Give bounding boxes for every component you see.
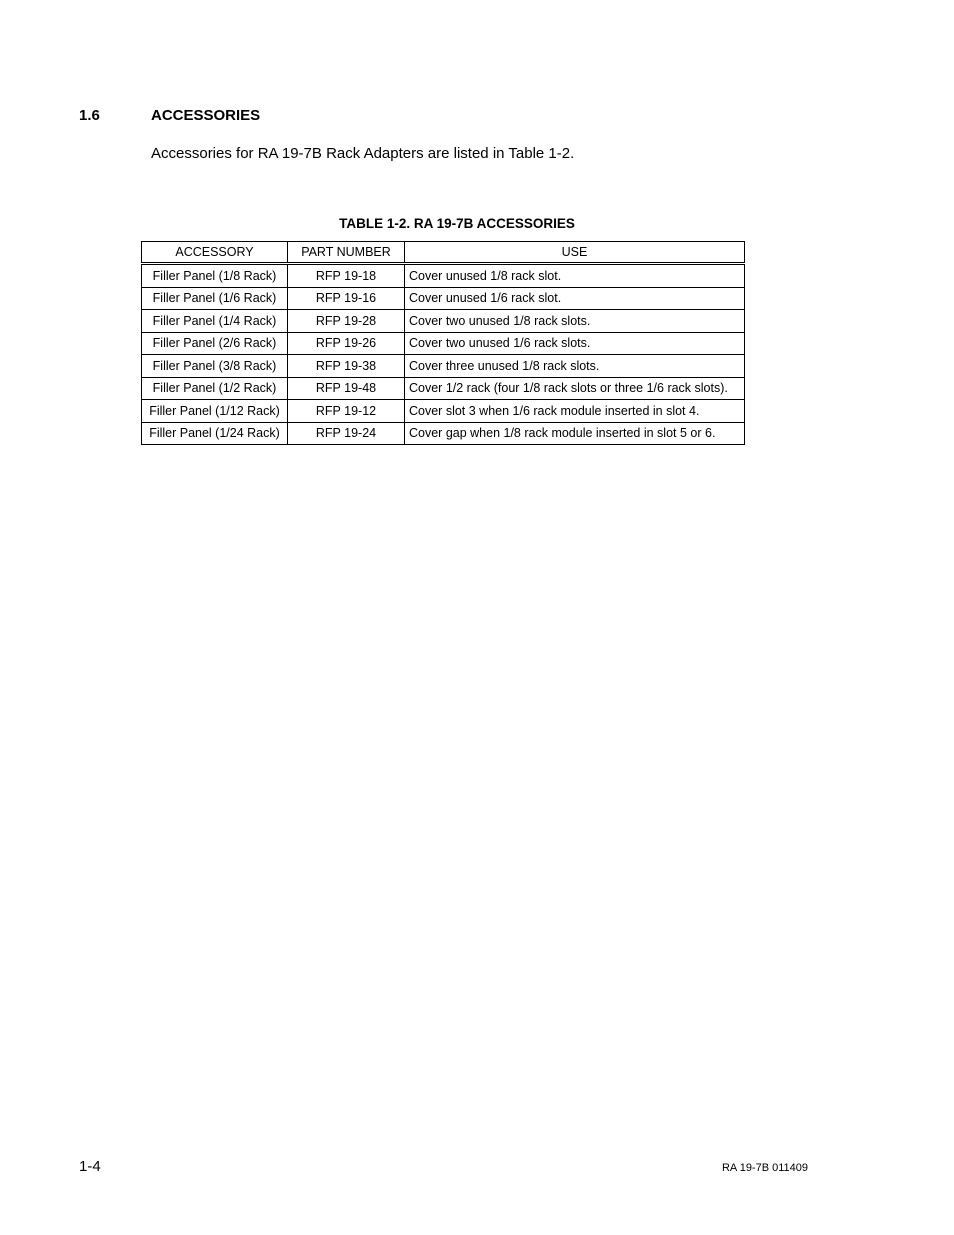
cell-part-number: RFP 19-12 xyxy=(288,400,405,423)
accessories-table xyxy=(141,241,745,445)
table-row xyxy=(142,355,745,378)
cell-use: Cover unused 1/8 rack slot. xyxy=(405,264,745,288)
cell-part-number: RFP 19-28 xyxy=(288,310,405,333)
table-header-row xyxy=(142,242,745,264)
page-number: 1-4 xyxy=(79,1158,101,1175)
cell-accessory: Filler Panel (1/6 Rack) xyxy=(142,287,288,310)
header-use: USE xyxy=(405,242,745,264)
cell-use: Cover slot 3 when 1/6 rack module inserted in slot 4. xyxy=(405,400,745,423)
cell-part-number: RFP 19-18 xyxy=(288,264,405,288)
cell-part-number: RFP 19-26 xyxy=(288,332,405,355)
header-part-number: PART NUMBER xyxy=(288,242,405,264)
table-row xyxy=(142,264,745,288)
table-row xyxy=(142,310,745,333)
cell-accessory: Filler Panel (3/8 Rack) xyxy=(142,355,288,378)
cell-accessory: Filler Panel (1/8 Rack) xyxy=(142,264,288,288)
cell-accessory: Filler Panel (1/24 Rack) xyxy=(142,422,288,445)
cell-accessory: Filler Panel (2/6 Rack) xyxy=(142,332,288,355)
intro-paragraph: Accessories for RA 19-7B Rack Adapters are listed in Table 1-2. xyxy=(151,145,575,162)
cell-use: Cover two unused 1/8 rack slots. xyxy=(405,310,745,333)
cell-use: Cover unused 1/6 rack slot. xyxy=(405,287,745,310)
table-row xyxy=(142,332,745,355)
cell-use: Cover two unused 1/6 rack slots. xyxy=(405,332,745,355)
table-row xyxy=(142,422,745,445)
cell-accessory: Filler Panel (1/12 Rack) xyxy=(142,400,288,423)
header-accessory: ACCESSORY xyxy=(142,242,288,264)
section-title: ACCESSORIES xyxy=(151,107,261,124)
cell-accessory: Filler Panel (1/2 Rack) xyxy=(142,377,288,400)
cell-use: Cover gap when 1/8 rack module inserted in slot 5 or 6. xyxy=(405,422,745,445)
table-row xyxy=(142,377,745,400)
cell-part-number: RFP 19-16 xyxy=(288,287,405,310)
table-row xyxy=(142,400,745,423)
cell-use: Cover 1/2 rack (four 1/8 rack slots or three 1/6 rack slots). xyxy=(405,377,745,400)
cell-use: Cover three unused 1/8 rack slots. xyxy=(405,355,745,378)
section-number: 1.6 xyxy=(79,107,100,124)
table-title: TABLE 1-2. RA 19-7B ACCESSORIES xyxy=(339,216,575,231)
cell-part-number: RFP 19-48 xyxy=(288,377,405,400)
document-id: RA 19-7B 011409 xyxy=(721,1162,808,1174)
table-row xyxy=(142,287,745,310)
cell-accessory: Filler Panel (1/4 Rack) xyxy=(142,310,288,333)
cell-part-number: RFP 19-24 xyxy=(288,422,405,445)
cell-part-number: RFP 19-38 xyxy=(288,355,405,378)
